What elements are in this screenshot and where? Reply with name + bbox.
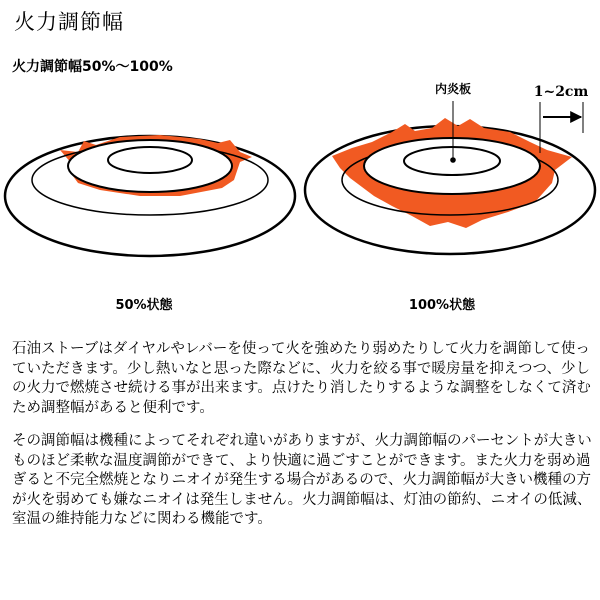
- section-subtitle: 火力調節幅50%～100%: [12, 59, 173, 75]
- page-title: 火力調節幅: [14, 10, 124, 34]
- caption-50-percent: 50%状態: [115, 298, 173, 313]
- burner-50-diagram: [5, 135, 295, 256]
- inner-plate-label: 内炎板: [434, 82, 472, 96]
- plate-pointer-dot: [450, 157, 456, 163]
- caption-100-percent: 100%状態: [408, 298, 476, 313]
- burner-100-diagram: [305, 101, 595, 254]
- paragraph-details: その調節幅は機種によってそれぞれ違いがありますが、火力調節幅のパーセントが大きいものほど柔軟な温度調節ができて、より快適に過ごすことができます。また火力を弱め過ぎると不完全燃焼となりニオイが発生する場合があるので、火力調節幅が大きい機種の方が火を弱めても嫌なニオイは発生しません。火力調節幅は、灯油の節約、ニオイの低減、室温の維持能力などに関わる機能です。: [12, 433, 592, 527]
- paragraph-intro: 石油ストーブはダイヤルやレバーを使って火を強めたり弱めたりして火力を調節して使っていただきます。少し熱いなと思った際などに、火力を絞る事で暖房量を抑えつつ、少しの火力で燃焼させ続ける事が出来ます。点けたり消したりするような調整をしなくて済むため調整幅があると便利です。: [12, 341, 591, 416]
- distance-label: 1~2cm: [533, 84, 589, 100]
